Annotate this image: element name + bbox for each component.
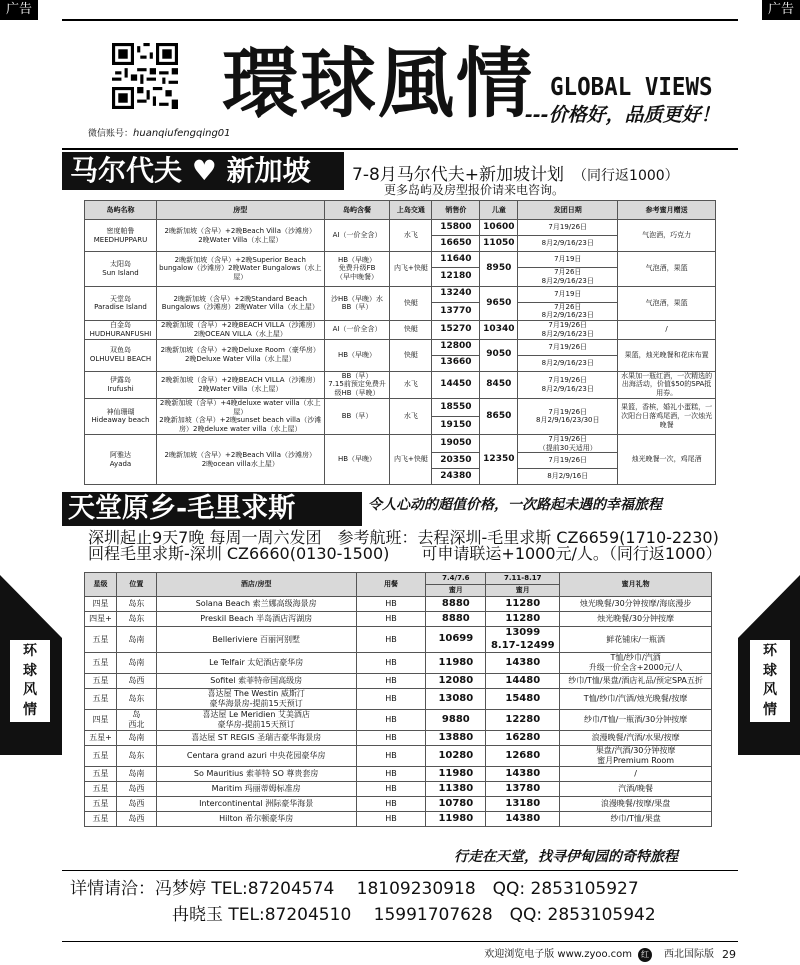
island-name: 天堂岛 Paradise Island bbox=[85, 286, 157, 321]
room-type: 2晚新加坡（含早）+2晚Deluxe Room（豪华房） 2晚Deluxe Water Villa（水上屋） bbox=[156, 339, 324, 371]
side-label-right bbox=[750, 640, 790, 722]
star-rating: 四星 bbox=[85, 597, 117, 612]
star-rating: 四星+ bbox=[85, 612, 117, 627]
departure-dates: 7月26日 8月2/9/16/23日 bbox=[518, 268, 618, 287]
table-row bbox=[85, 612, 712, 627]
ad-label-right: 广告 bbox=[762, 0, 800, 20]
top-rule bbox=[62, 19, 738, 21]
island-name: 白金岛 HUDHURANFUSHI bbox=[85, 321, 157, 340]
sale-price: 12180 bbox=[432, 268, 480, 287]
price-jul: 8880 bbox=[426, 597, 486, 612]
sale-price: 19150 bbox=[432, 416, 480, 434]
transfer: 水飞 bbox=[390, 220, 432, 252]
meals: HB bbox=[356, 782, 426, 797]
price-jul: 10280 bbox=[426, 746, 486, 767]
footer-section: 西北国际版 bbox=[664, 949, 714, 960]
meals: HB bbox=[356, 746, 426, 767]
departure-dates: 8月2/9/16日 bbox=[518, 469, 618, 485]
page-number: 29 bbox=[722, 948, 736, 961]
island-meals: BB（早） 7.15前预定免费升级HB（早晚） bbox=[324, 371, 390, 398]
table-header: 参考蜜月赠送 bbox=[618, 201, 716, 220]
table-header: 酒店/房型 bbox=[156, 573, 356, 597]
departure-dates: 7月19日 bbox=[518, 286, 618, 302]
price-jul: 11980 bbox=[426, 812, 486, 827]
price-aug: 13180 bbox=[486, 797, 560, 812]
table-row bbox=[85, 339, 716, 355]
section2-line1: 深圳起止9天7晚 每周一周六发团 参考航班：去程深圳-毛里求斯 CZ6659(1710-2230) bbox=[88, 528, 719, 547]
star-rating: 五星 bbox=[85, 746, 117, 767]
star-rating: 五星 bbox=[85, 689, 117, 710]
child-price: 9650 bbox=[480, 286, 518, 321]
honeymoon-gift: 鲜花铺床/一瓶酒 bbox=[560, 627, 712, 653]
table-header: 位置 bbox=[116, 573, 156, 597]
star-rating: 五星 bbox=[85, 627, 117, 653]
departure-dates: 8月2/9/16/23日 bbox=[518, 236, 618, 252]
sale-price: 14450 bbox=[432, 371, 480, 398]
transfer: 水飞 bbox=[390, 398, 432, 434]
star-rating: 五星 bbox=[85, 674, 117, 689]
table-row bbox=[85, 731, 712, 746]
location: 岛南 bbox=[116, 627, 156, 653]
hotel-room: 喜达屋 The Westin 威斯汀 豪华海景房-提前15天预订 bbox=[156, 689, 356, 710]
meals: HB bbox=[356, 812, 426, 827]
departure-dates: 7月19/26日 8月2/9/16/23/30日 bbox=[518, 398, 618, 434]
island-meals: 沙HB（早晚）水BB（早） bbox=[324, 286, 390, 321]
contact-rule bbox=[62, 870, 738, 871]
sale-price: 13770 bbox=[432, 302, 480, 321]
side-label-right-text: 环 球 风 情 bbox=[763, 643, 777, 718]
location: 岛南 bbox=[116, 731, 156, 746]
price-aug: 13780 bbox=[486, 782, 560, 797]
table-row bbox=[85, 782, 712, 797]
table-row bbox=[85, 371, 716, 398]
footer-badge: 红 bbox=[638, 948, 652, 962]
table-header: 7.4/7.6 bbox=[426, 573, 486, 585]
room-type: 2晚新加坡（含早）+2晚BEACH VILLA（沙滩房） 2晚OCEAN VILLA（水上屋） bbox=[156, 321, 324, 340]
brand-title: 環球風情 bbox=[222, 39, 534, 128]
price-aug: 14380 bbox=[486, 767, 560, 782]
honeymoon-gift: T恤/纱巾/汽酒/烛光晚餐/按摩 bbox=[560, 689, 712, 710]
price-aug: 12280 bbox=[486, 710, 560, 731]
table-header: 星级 bbox=[85, 573, 117, 597]
section1-subtitle: 更多岛屿及房型报价请来电咨询。 bbox=[384, 183, 565, 197]
table-subheader: 蜜月 bbox=[426, 585, 486, 597]
price-jul: 10699 bbox=[426, 627, 486, 653]
location: 岛西 bbox=[116, 812, 156, 827]
sale-price: 13240 bbox=[432, 286, 480, 302]
location: 岛东 bbox=[116, 689, 156, 710]
table-row bbox=[85, 674, 712, 689]
child-price: 11050 bbox=[480, 236, 518, 252]
section2-closing-note: 行走在天堂，找寻伊甸园的奇特旅程 bbox=[454, 849, 678, 865]
section1-title-note: （同行返1000） bbox=[580, 168, 679, 184]
child-price: 10340 bbox=[480, 321, 518, 340]
transfer: 快艇 bbox=[390, 286, 432, 321]
section1-title-text: 7-8月马尔代夫+新加坡计划 bbox=[352, 165, 565, 185]
maldives-price-table bbox=[84, 200, 716, 485]
honeymoon-gift: 纱巾/T恤/果盘/酒店礼品/预定SPA五折 bbox=[560, 674, 712, 689]
table-header: 房型 bbox=[156, 201, 324, 220]
price-jul: 8880 bbox=[426, 612, 486, 627]
room-type: 2晚新加坡（含早）+2晚Beach Villa（沙滩房） 2晚Water Villa（水上屋） bbox=[156, 220, 324, 252]
wechat-id: huanqiufengqing01 bbox=[133, 128, 231, 139]
price-aug: 14380 bbox=[486, 812, 560, 827]
island-meals: HB（早晚） bbox=[324, 434, 390, 485]
table-header: 儿童 bbox=[480, 201, 518, 220]
honeymoon-gift: T恤/纱巾/汽酒 升级一价全含+2000元/人 bbox=[560, 653, 712, 674]
honeymoon-gift: 烛光晚餐/30分钟按摩/海底漫步 bbox=[560, 597, 712, 612]
hotel-room: 喜达屋 Le Meridien 艾美酒店 豪华房-提前15天预订 bbox=[156, 710, 356, 731]
honeymoon-gift: 果篮，烛光晚餐和花床布置 bbox=[618, 339, 716, 371]
price-jul: 9880 bbox=[426, 710, 486, 731]
honeymoon-gift: 果篮，香槟，婚礼小蛋糕，一次阳台日落鸡尾酒，一次烛光晚餐 bbox=[618, 398, 716, 434]
contact-person1: 冯梦婷 TEL:87204574 18109230918 QQ: 2853105927 bbox=[155, 879, 639, 899]
departure-dates: 7月19/26日 bbox=[518, 453, 618, 469]
table-header: 发团日期 bbox=[518, 201, 618, 220]
meals: HB bbox=[356, 653, 426, 674]
table-header: 岛屿名称 bbox=[85, 201, 157, 220]
sale-price: 19050 bbox=[432, 434, 480, 453]
departure-dates: 8月2/9/16/23日 bbox=[518, 355, 618, 371]
child-price: 10600 bbox=[480, 220, 518, 236]
star-rating: 五星+ bbox=[85, 731, 117, 746]
meals: HB bbox=[356, 797, 426, 812]
footer-rule bbox=[62, 941, 738, 942]
hotel-room: Hilton 希尔顿豪华房 bbox=[156, 812, 356, 827]
location: 岛西 bbox=[116, 797, 156, 812]
island-name: 伊露岛 Irufushi bbox=[85, 371, 157, 398]
location: 岛 西北 bbox=[116, 710, 156, 731]
price-aug: 12680 bbox=[486, 746, 560, 767]
price-aug: 14480 bbox=[486, 674, 560, 689]
departure-dates: 7月19/26日 bbox=[518, 339, 618, 355]
island-name: 神仙珊瑚 Hideaway beach bbox=[85, 398, 157, 434]
table-row bbox=[85, 746, 712, 767]
sale-price: 18550 bbox=[432, 398, 480, 416]
sale-price: 15270 bbox=[432, 321, 480, 340]
table-header: 销售价 bbox=[432, 201, 480, 220]
mauritius-price-table bbox=[84, 572, 712, 827]
table-row bbox=[85, 321, 716, 340]
hotel-room: So Mauritius 索菲特 SO 尊贵套房 bbox=[156, 767, 356, 782]
price-aug: 14380 bbox=[486, 653, 560, 674]
table-row bbox=[85, 797, 712, 812]
child-price: 8450 bbox=[480, 371, 518, 398]
table-header: 上岛交通 bbox=[390, 201, 432, 220]
departure-dates: 7月19/26日 （提前30天适用） bbox=[518, 434, 618, 453]
table-row bbox=[85, 767, 712, 782]
table-row bbox=[85, 286, 716, 302]
price-jul: 12080 bbox=[426, 674, 486, 689]
star-rating: 五星 bbox=[85, 653, 117, 674]
honeymoon-gift: 浪漫晚餐/汽酒/水果/按摩 bbox=[560, 731, 712, 746]
island-meals: AI（一价全含） bbox=[324, 220, 390, 252]
table-row bbox=[85, 398, 716, 416]
room-type: 2晚新加坡（含早）+2晚BEACH VILLA（沙滩房） 2晚Water Villa（水上屋） bbox=[156, 371, 324, 398]
sale-price: 13660 bbox=[432, 355, 480, 371]
room-type: 2晚新加坡（含早）+2晚Superior Beach bungalow（沙滩房）2晚Water Bungalows（水上屋） bbox=[156, 252, 324, 287]
location: 岛西 bbox=[116, 782, 156, 797]
table-row bbox=[85, 220, 716, 236]
honeymoon-gift: 烛光晚餐一次，鸡尾酒 bbox=[618, 434, 716, 485]
qr-code-icon bbox=[112, 43, 178, 109]
hotel-room: Centara grand azuri 中央花园豪华房 bbox=[156, 746, 356, 767]
honeymoon-gift: 气泡酒，果篮 bbox=[618, 252, 716, 287]
price-aug: 11280 bbox=[486, 612, 560, 627]
header-rule bbox=[62, 148, 738, 150]
hotel-room: 喜达屋 ST REGIS 圣瑞吉豪华海景房 bbox=[156, 731, 356, 746]
table-row bbox=[85, 812, 712, 827]
contact-line1 bbox=[70, 881, 639, 898]
price-aug: 11280 bbox=[486, 597, 560, 612]
table-row bbox=[85, 627, 712, 653]
transfer: 快艇 bbox=[390, 321, 432, 340]
table-row bbox=[85, 252, 716, 268]
location: 岛西 bbox=[116, 674, 156, 689]
location: 岛东 bbox=[116, 612, 156, 627]
table-header: 岛屿含餐 bbox=[324, 201, 390, 220]
star-rating: 五星 bbox=[85, 782, 117, 797]
price-jul: 11380 bbox=[426, 782, 486, 797]
meals: HB bbox=[356, 612, 426, 627]
price-aug: 13099 8.17-12499 bbox=[486, 627, 560, 653]
star-rating: 五星 bbox=[85, 812, 117, 827]
footer bbox=[0, 945, 800, 965]
island-name: 太阳岛 Sun Island bbox=[85, 252, 157, 287]
footer-text: 欢迎浏览电子版 www.zyoo.com bbox=[484, 949, 632, 960]
section2-banner: 天堂原乡-毛里求斯 bbox=[62, 492, 362, 526]
child-price: 8950 bbox=[480, 252, 518, 287]
sale-price: 20350 bbox=[432, 453, 480, 469]
table-header: 蜜月礼物 bbox=[560, 573, 712, 597]
wechat-label: 微信账号： bbox=[88, 129, 134, 139]
sale-price: 24380 bbox=[432, 469, 480, 485]
section2-tagline: 令人心动的超值价格，一次路起未遇的幸福旅程 bbox=[368, 497, 662, 513]
price-jul: 13880 bbox=[426, 731, 486, 746]
sale-price: 11640 bbox=[432, 252, 480, 268]
price-jul: 11980 bbox=[426, 767, 486, 782]
table-header: 用餐 bbox=[356, 573, 426, 597]
transfer: 水飞 bbox=[390, 371, 432, 398]
meals: HB bbox=[356, 710, 426, 731]
transfer: 内飞+快艇 bbox=[390, 434, 432, 485]
table-row bbox=[85, 689, 712, 710]
side-label-left-text: 环 球 风 情 bbox=[23, 643, 37, 718]
island-meals: BB（早） bbox=[324, 398, 390, 434]
star-rating: 四星 bbox=[85, 710, 117, 731]
room-type: 2晚新加坡（含早）+2晚Beach Villa（沙滩房） 2晚ocean villa水上屋） bbox=[156, 434, 324, 485]
section1-banner: 马尔代夫 ♥ 新加坡 bbox=[62, 152, 344, 190]
hotel-room: Sofitel 索菲特帝国高级房 bbox=[156, 674, 356, 689]
island-name: 密度帕鲁 MEEDHUPPARU bbox=[85, 220, 157, 252]
sale-price: 15800 bbox=[432, 220, 480, 236]
room-type: 2晚新加坡（含早）+4晚deluxe water villa（水上屋） 2晚新加坡（含早）+2晚sunset beach villa（沙滩房）2晚deluxe water villa（水上屋） bbox=[156, 398, 324, 434]
star-rating: 五星 bbox=[85, 797, 117, 812]
star-rating: 五星 bbox=[85, 767, 117, 782]
hotel-room: Solana Beach 索兰娜高级海景房 bbox=[156, 597, 356, 612]
island-name: 双鱼岛 OLHUVELI BEACH bbox=[85, 339, 157, 371]
honeymoon-gift: 烛光晚餐/30分钟按摩 bbox=[560, 612, 712, 627]
departure-dates: 7月26日 8月2/9/16/23日 bbox=[518, 302, 618, 321]
child-price: 12350 bbox=[480, 434, 518, 485]
table-row bbox=[85, 710, 712, 731]
contact-line2: 冉晓玉 TEL:87204510 15991707628 QQ: 2853105942 bbox=[172, 905, 656, 925]
honeymoon-gift: 气泡酒，巧克力 bbox=[618, 220, 716, 252]
departure-dates: 7月19/26日 8月2/9/16/23日 bbox=[518, 371, 618, 398]
price-jul: 13080 bbox=[426, 689, 486, 710]
brand-en: GLOBAL VIEWS bbox=[550, 72, 713, 101]
honeymoon-gift: 汽酒/晚餐 bbox=[560, 782, 712, 797]
side-label-left bbox=[10, 640, 50, 722]
meals: HB bbox=[356, 767, 426, 782]
hotel-room: Maritim 玛丽蒂姆标准房 bbox=[156, 782, 356, 797]
honeymoon-gift: / bbox=[560, 767, 712, 782]
honeymoon-gift: 气泡酒，果篮 bbox=[618, 286, 716, 321]
location: 岛南 bbox=[116, 767, 156, 782]
location: 岛东 bbox=[116, 597, 156, 612]
sale-price: 12800 bbox=[432, 339, 480, 355]
sale-price: 16650 bbox=[432, 236, 480, 252]
transfer: 内飞+快艇 bbox=[390, 252, 432, 287]
meals: HB bbox=[356, 674, 426, 689]
location: 岛东 bbox=[116, 746, 156, 767]
island-meals: HB（早晚） bbox=[324, 339, 390, 371]
price-aug: 15480 bbox=[486, 689, 560, 710]
honeymoon-gift: 果盘/汽酒/30分钟按摩 蜜月Premium Room bbox=[560, 746, 712, 767]
transfer: 快艇 bbox=[390, 339, 432, 371]
child-price: 9050 bbox=[480, 339, 518, 371]
table-row bbox=[85, 653, 712, 674]
hotel-room: Belleriviere 百丽河别墅 bbox=[156, 627, 356, 653]
contact-label: 详情请洽： bbox=[70, 879, 155, 899]
child-price: 8650 bbox=[480, 398, 518, 434]
hotel-room: Preskil Beach 半岛酒店泻湖房 bbox=[156, 612, 356, 627]
honeymoon-gift: 纱巾/T恤/一瓶酒/30分钟按摩 bbox=[560, 710, 712, 731]
island-name: 阿雅达 Ayada bbox=[85, 434, 157, 485]
honeymoon-gift: 纱巾/T恤/果盘 bbox=[560, 812, 712, 827]
hotel-room: Le Telfair 太妃酒店豪华房 bbox=[156, 653, 356, 674]
meals: HB bbox=[356, 731, 426, 746]
island-meals: HB（早晚） 免费升级FB （早中晚餐） bbox=[324, 252, 390, 287]
honeymoon-gift: 浪漫晚餐/按摩/果盘 bbox=[560, 797, 712, 812]
price-aug: 16280 bbox=[486, 731, 560, 746]
price-jul: 11980 bbox=[426, 653, 486, 674]
meals: HB bbox=[356, 627, 426, 653]
room-type: 2晚新加坡（含早）+2晚Standard Beach Bungalows（沙滩房）2晚Water Villa（水上屋） bbox=[156, 286, 324, 321]
table-header: 7.11-8.17 bbox=[486, 573, 560, 585]
table-subheader: 蜜月 bbox=[486, 585, 560, 597]
departure-dates: 7月19日 bbox=[518, 252, 618, 268]
location: 岛南 bbox=[116, 653, 156, 674]
departure-dates: 7月19/26日 8月2/9/16/23日 bbox=[518, 321, 618, 340]
departure-dates: 7月19/26日 bbox=[518, 220, 618, 236]
table-row bbox=[85, 597, 712, 612]
section2-line2: 回程毛里求斯-深圳 CZ6660(0130-1500) 可申请联运+1000元/人。（同行返1000） bbox=[88, 544, 722, 563]
island-meals: AI（一价全含） bbox=[324, 321, 390, 340]
ad-label-left: 广告 bbox=[0, 0, 38, 20]
brand-slogan: ---价格好，品质更好！ bbox=[525, 104, 720, 126]
table-row bbox=[85, 434, 716, 453]
price-jul: 10780 bbox=[426, 797, 486, 812]
honeymoon-gift: 水果加一瓶红酒，一次精选的出海活动，价值$50的SPA抵用券。 bbox=[618, 371, 716, 398]
hotel-room: Intercontinental 洲际豪华海景 bbox=[156, 797, 356, 812]
honeymoon-gift: / bbox=[618, 321, 716, 340]
meals: HB bbox=[356, 597, 426, 612]
meals: HB bbox=[356, 689, 426, 710]
